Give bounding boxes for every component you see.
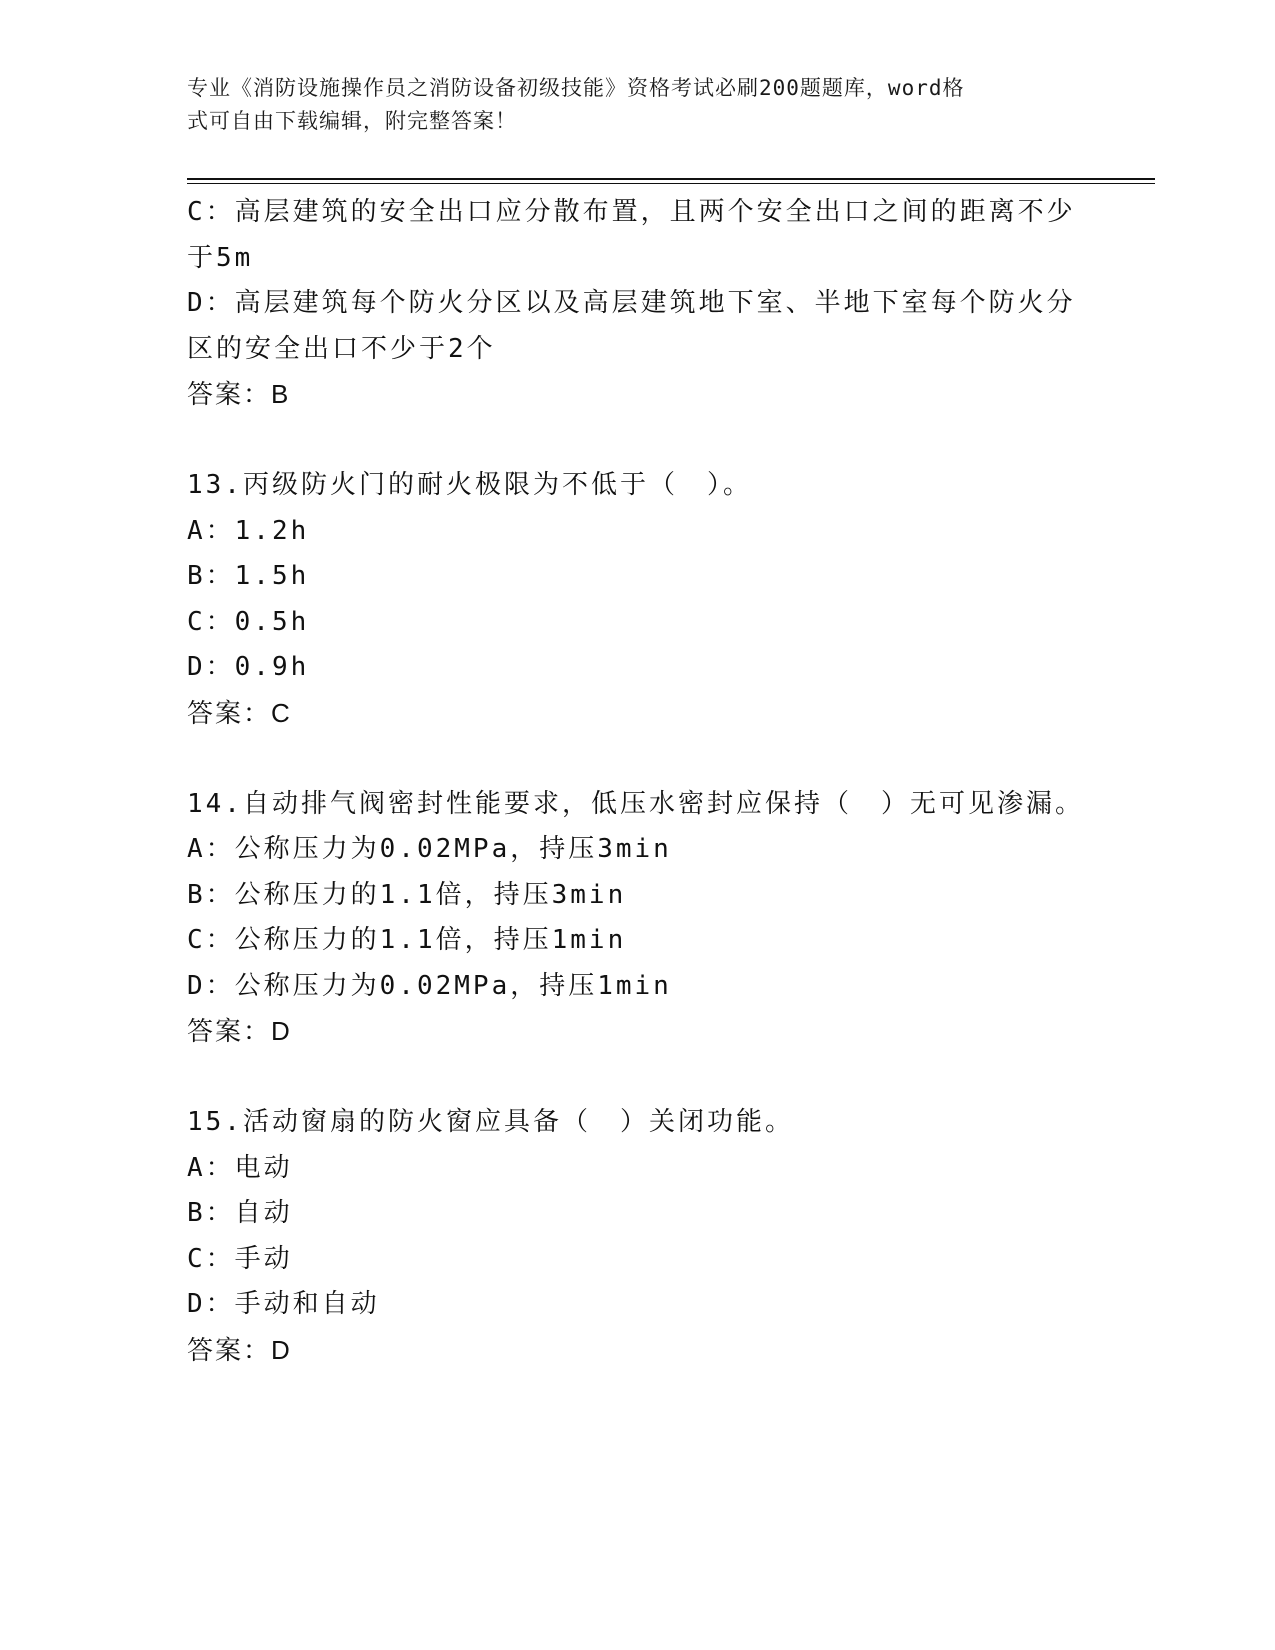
answer-line: 答案：B [187, 379, 291, 409]
option-a: A：电动 [187, 1152, 293, 1183]
option-c: C：公称压力的1.1倍，持压1min [187, 925, 627, 955]
answer-line: 答案：D [187, 1016, 292, 1046]
option-d: D：手动和自动 [187, 1289, 380, 1319]
option-d: D：公称压力为0.02MPa，持压1min [187, 970, 672, 1001]
question-stem: 14.自动排气阀密封性能要求，低压水密封应保持（ ）无可见渗漏。 [187, 788, 1084, 819]
header-divider-thin [187, 183, 1155, 184]
option-d-line-2: 区的安全出口不少于2个 [187, 333, 496, 364]
question-15 [187, 1100, 1087, 1373]
question-12-continued [187, 190, 1087, 418]
option-c: C：0.5h [187, 606, 310, 637]
spacer [187, 736, 1087, 782]
question-14 [187, 782, 1087, 1055]
spacer [187, 418, 1087, 464]
option-c-line-2: 于5m [187, 242, 254, 273]
question-13 [187, 463, 1087, 736]
header-line-1: 专业《消防设施操作员之消防设备初级技能》资格考试必刷200题题库，word格 [187, 76, 965, 100]
answer-line: 答案：D [187, 1334, 292, 1365]
question-stem: 15.活动窗扇的防火窗应具备（ ）关闭功能。 [187, 1107, 794, 1137]
answer-line: 答案：C [187, 697, 292, 728]
spacer [187, 1055, 1087, 1101]
header-line-2: 式可自由下载编辑，附完整答案！ [187, 109, 517, 133]
document-header [187, 72, 1067, 138]
option-b: B：公称压力的1.1倍，持压3min [187, 879, 627, 910]
option-c-line-1: C：高层建筑的安全出口应分散布置，且两个安全出口之间的距离不少 [187, 197, 1076, 227]
option-a: A：公称压力为0.02MPa，持压3min [187, 834, 672, 864]
option-d: D：0.9h [187, 652, 310, 682]
option-c: C：手动 [187, 1243, 293, 1274]
option-b: B：自动 [187, 1198, 293, 1228]
option-a: A：1.2h [187, 515, 310, 546]
option-b: B：1.5h [187, 561, 310, 591]
option-d-line-1: D：高层建筑每个防火分区以及高层建筑地下室、半地下室每个防火分 [187, 288, 1076, 318]
question-list [187, 190, 1087, 1373]
header-divider-thick [187, 178, 1155, 180]
question-stem: 13.丙级防火门的耐火极限为不低于（ ）。 [187, 470, 752, 500]
